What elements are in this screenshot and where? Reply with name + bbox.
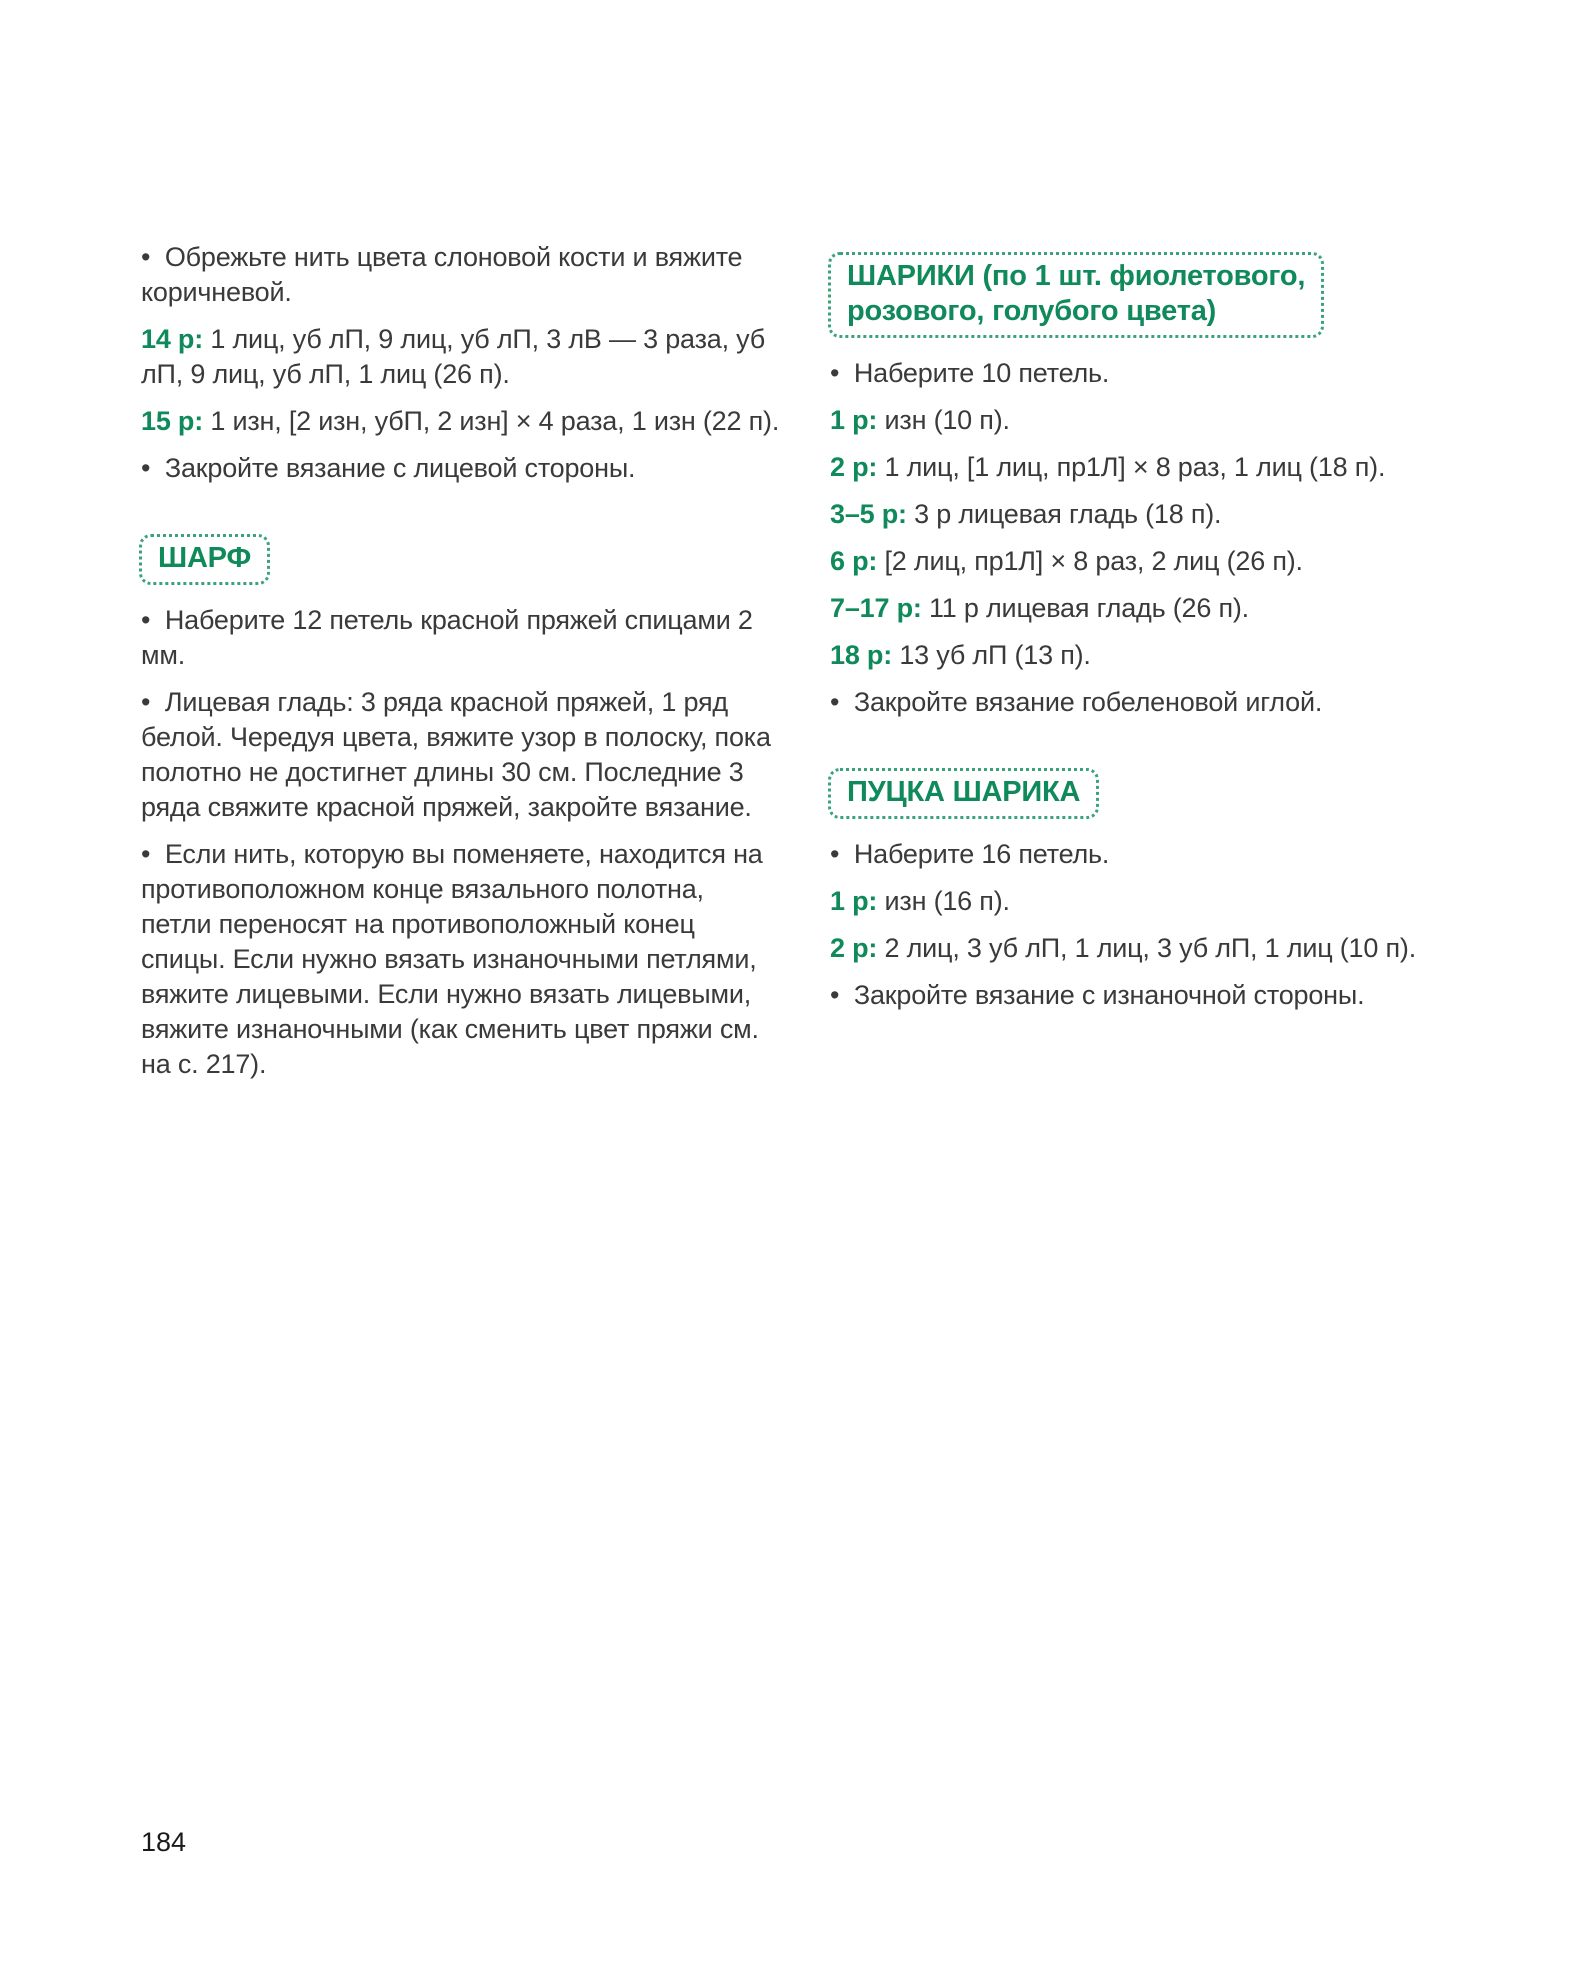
row-text: 2 лиц, 3 уб лП, 1 лиц, 3 уб лП, 1 лиц (10 п). bbox=[877, 933, 1417, 963]
section-heading-balls bbox=[828, 252, 1324, 338]
row-label: 18 р: bbox=[830, 640, 893, 670]
row-instruction bbox=[830, 638, 1430, 673]
row-instruction bbox=[830, 544, 1430, 579]
instruction-bullet: • Обрежьте нить цвета слоновой кости и вяжите коричневой. bbox=[141, 240, 781, 310]
section-heading-scarf: ШАРФ bbox=[139, 534, 270, 585]
row-label: 14 р: bbox=[141, 324, 204, 354]
row-text: [2 лиц, пр1Л] × 8 раз, 2 лиц (26 п). bbox=[877, 546, 1303, 576]
row-text: 11 р лицевая гладь (26 п). bbox=[921, 593, 1249, 623]
left-column bbox=[141, 240, 781, 1094]
row-instruction bbox=[830, 450, 1430, 485]
row-label: 6 р: bbox=[830, 546, 878, 576]
row-text: 1 лиц, уб лП, 9 лиц, уб лП, 3 лВ — 3 раза, уб лП, 9 лиц, уб лП, 1 лиц (26 п). bbox=[141, 324, 766, 389]
section-heading-pompom: ПУЦКА ШАРИКА bbox=[828, 768, 1099, 819]
instruction-bullet: • Закройте вязание гобеленовой иглой. bbox=[830, 685, 1430, 720]
instruction-bullet: • Наберите 16 петель. bbox=[830, 837, 1430, 872]
row-label: 1 р: bbox=[830, 405, 878, 435]
instruction-bullet: • Наберите 10 петель. bbox=[830, 356, 1430, 391]
instruction-bullet: • Если нить, которую вы поменяете, находится на противоположном конце вязального полотна, петли переносят на противоположный конец спицы. Если нужно вязать изнаночными петлями, вяжите лицевыми. Если нужно вязать лицевыми, вяжите изнаночными (как сменить цвет пряжи см. на с. 217). bbox=[141, 837, 781, 1082]
row-label: 2 р: bbox=[830, 452, 878, 482]
heading-line: розового, голубого цвета) bbox=[847, 295, 1217, 327]
instruction-bullet: • Закройте вязание с лицевой стороны. bbox=[141, 451, 781, 486]
row-text: изн (16 п). bbox=[877, 886, 1010, 916]
row-instruction bbox=[830, 931, 1430, 966]
row-instruction bbox=[141, 322, 781, 392]
row-text: 13 уб лП (13 п). bbox=[892, 640, 1091, 670]
row-text: 1 лиц, [1 лиц, пр1Л] × 8 раз, 1 лиц (18 п). bbox=[877, 452, 1386, 482]
row-instruction bbox=[830, 497, 1430, 532]
row-text: 1 изн, [2 изн, убП, 2 изн] × 4 раза, 1 изн (22 п). bbox=[203, 406, 780, 436]
right-column bbox=[830, 252, 1430, 1025]
row-label: 7–17 р: bbox=[830, 593, 922, 623]
page-number: 184 bbox=[141, 1827, 187, 1857]
row-label: 15 р: bbox=[141, 406, 204, 436]
row-label: 3–5 р: bbox=[830, 499, 907, 529]
row-text: 3 р лицевая гладь (18 п). bbox=[906, 499, 1222, 529]
row-label: 1 р: bbox=[830, 886, 878, 916]
heading-line: ШАРИКИ (по 1 шт. фиолетового, bbox=[847, 260, 1306, 292]
row-label: 2 р: bbox=[830, 933, 878, 963]
row-instruction bbox=[830, 884, 1430, 919]
row-instruction bbox=[830, 403, 1430, 438]
row-instruction bbox=[141, 404, 781, 439]
instruction-bullet: • Закройте вязание с изнаночной стороны. bbox=[830, 978, 1430, 1013]
row-text: изн (10 п). bbox=[877, 405, 1010, 435]
instruction-bullet: • Лицевая гладь: 3 ряда красной пряжей, 1 ряд белой. Чередуя цвета, вяжите узор в полоску, пока полотно не достигнет длины 30 см. Последние 3 ряда свяжите красной пряжей, закройте вязание. bbox=[141, 685, 781, 825]
row-instruction bbox=[830, 591, 1430, 626]
instruction-bullet: • Наберите 12 петель красной пряжей спицами 2 мм. bbox=[141, 603, 781, 673]
